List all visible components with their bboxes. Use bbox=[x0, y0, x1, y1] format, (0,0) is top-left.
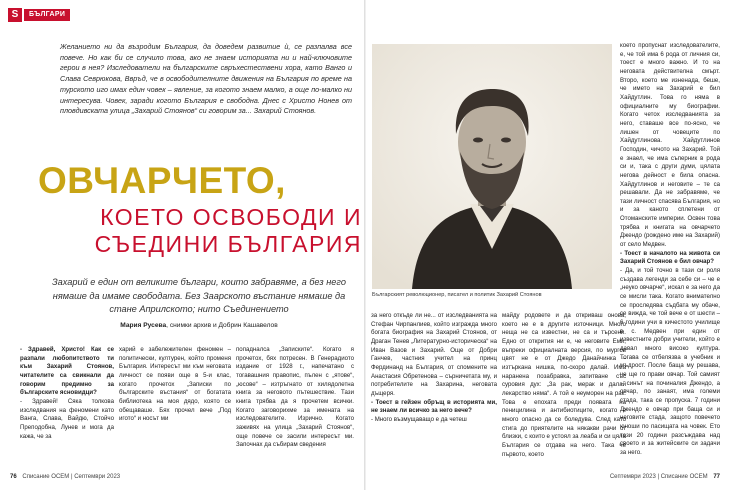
column-text: за него откъде ли не... от изследванията на Стефан Чирпанлиев, който изгражда много богата биография на Захарий Стоянов, от Драган Тенев „Литературно-историческа“ на Иван Вазов и Захарий. Още от Добри Ганчев, частния учител на принц Фердинанд на България, от спомените на Анастасия Обретенова – сърничетата му, и потребителите на Захарина, неговата дъщеря. bbox=[371, 312, 497, 397]
author-name: Мария Русева bbox=[120, 322, 167, 329]
footer-left bbox=[10, 474, 120, 480]
photo-caption: Българският революционер, писател и политик Захарий Стоянов bbox=[372, 292, 542, 298]
section-tag: БЪЛГАРИ bbox=[24, 9, 70, 21]
footer-text: Септември 2023 | Списание ОСЕМ bbox=[609, 474, 708, 480]
right-column-3 bbox=[620, 42, 720, 458]
byline-rest: , снимки архив и Добрин Кашавелов bbox=[166, 322, 278, 329]
article-subtitle: Захарий е един от великите българи, които забравяме, а без него нямаше да имаме свободата. Без Заарското въстание нямаше да стане Априлското; нито Съединението bbox=[52, 277, 346, 314]
page-number: 76 bbox=[10, 474, 17, 480]
interview-question: - Здравей, Христо! Как се разпали любопитството ти към Захарий Стоянов, читателите са свикнали да говорим предимно за българските ясновидци? bbox=[20, 346, 114, 397]
left-column-2: харий е забележителен феномен – политически, културен, който променя България. Интересът ми към неговата личност се появи още в 5-и клас, когато прочетох „Записки по българските въстания“ от богатата библиотека на моя дядо, която се обещаваше. Бях прочел вече „Под игото“ и носът ми bbox=[119, 346, 231, 423]
portrait-illustration bbox=[372, 44, 612, 289]
page-gutter bbox=[364, 0, 366, 490]
right-column-1 bbox=[371, 312, 497, 425]
interview-answer: - Здравей! Сяка толкова изследвания на феномени като Ванга, Слава, Вайдю, Стойчо Преподобна, Лунев и мога да кажа, че за bbox=[20, 397, 114, 440]
title-line-2: СЪЕДИНИ БЪЛГАРИЯ bbox=[94, 231, 362, 257]
page-number: 77 bbox=[713, 474, 720, 480]
title-subheading bbox=[40, 204, 362, 258]
column-text: което пропуснат изследователите, е, че той има 6 рода от личния си, тоест е много важно. И то на неговата действителна смърт. Второ, което ме изненада, беше, че името на Захарий е бил Хайдутлин. Това го няма в официалните му биографии. Когато четох изследванията за него, ставаше все по-ясно, че лишен от човеците по Хайдутлинова. Хайдутлинов Господин, чичото на Захарий. Той е знаел, че има съперник в рода си и, така с други думи, цялата негова дейност е била опасна. Хайдутлинов и неговите – те са решавали. Да не забравяме, че тази личност спасява България, но и за каното сплетени от Отоманските империи. Освен това трябва и книгата на овчарчето Джендо (рождено име на Захарий) от село Медвен. bbox=[620, 42, 720, 249]
right-column-2: майду родовете и да откриваш онова, което не е в другите източници. Много неща не са известни, не са и търсени. Едно от открития ни е, че неговите Еми, въпреки официалната версия, по мургов цвят не е от Джедо Данайчинка – изтъркана нишка, по-скоро далай. Има наранена позабравка, запитване със суровия дух: „За рак, мерак и далай лекарство няма“. А той е неуморен на рак. Това е епохата преди появата на пеницилина и антибиотиците, когато е много опасно да се боледува. След като стига до приятелите на някакви рачи от близки, с които е устоял за леаба и си цяла България се отдава на него. Така че първото, което bbox=[502, 312, 626, 458]
magazine-logo: S bbox=[8, 8, 22, 22]
title-main: ОВЧАРЧЕТО, bbox=[38, 160, 286, 201]
interview-answer: - Много възмущаващо е да четеш bbox=[371, 415, 467, 423]
interview-answer: - Да, и той точно в тази си роля създава легенди за себе си – че е „неуко овчарче“, искал е за него да се мисли така. Когато внимателно се проследява съдбата му обаче, се вижда, че той вече е от шести – 6 години учи в кичестото училище в с. Медвен при един от известните добри учители, който е давал много високо култура. Тогава се отбелязва в учебник и мъдрост. После баща му решава, че ще го прави овчар. Той самият – синът на починалия Джендо, а овчар, по занаят, има големи стада, така се пропуска. 7 години Джендо е овчар при баща си и неговите стада, защото повечето юноши по пасищата на човек. Ето тези 20 години разсъждава над своето и за житейските си задачи за него. bbox=[620, 267, 720, 456]
left-column-3: попадналса „Записките“. Когато я прочетох, бях потресен. В Генерадиото издание от 1928 г., напечатано с тогавашния правопис, пълен с „ятове“, „юсове“ – изтръгнато от хилядолетна книга за неговото пътешествие. Тази книга трябва да я прочетем всички. Когато заговорихме за имената на изследователите. Изрично. Когато заживях на улица „Захарий Стоянов“, още повече се засили интересът ми. Започнах да събирам сведения bbox=[236, 346, 354, 449]
title-line-1: КОЕТО ОСВОБОДИ И bbox=[100, 204, 362, 230]
interview-question: - Тоест в гейзен обръщ в историята ми, не знаем ли всичко за него вече? bbox=[371, 398, 497, 415]
left-column-1 bbox=[20, 346, 114, 441]
portrait-photo bbox=[372, 44, 612, 289]
interview-question: - Тоест в началото на живота си Захарий Стоянов е бил овчар? bbox=[620, 249, 720, 266]
lead-paragraph: Желанието ни да възродим България, да доведем развитие ѝ, се разпалва все повече. Но как би се случило това, ако не знаем историята ни и най-ключовите герои в нея? Изследователи на българските свръхестествени хора, като Ванго и Слава Севрюкова, Ввръд, че в освободителните движения на България по време на турското иго имах един човек – явление, за когото знаем малко, а още по-малко ни интересува. Човек, заради когото България е свободна. Днес с Христо Нонев от пловдивската улица „Захарий Стоянов“ си говорим за... Захарий Стоянов. bbox=[60, 42, 352, 116]
footer-right bbox=[610, 474, 720, 480]
byline bbox=[40, 322, 358, 329]
footer-text: Списание ОСЕМ | Септември 2023 bbox=[22, 474, 121, 480]
